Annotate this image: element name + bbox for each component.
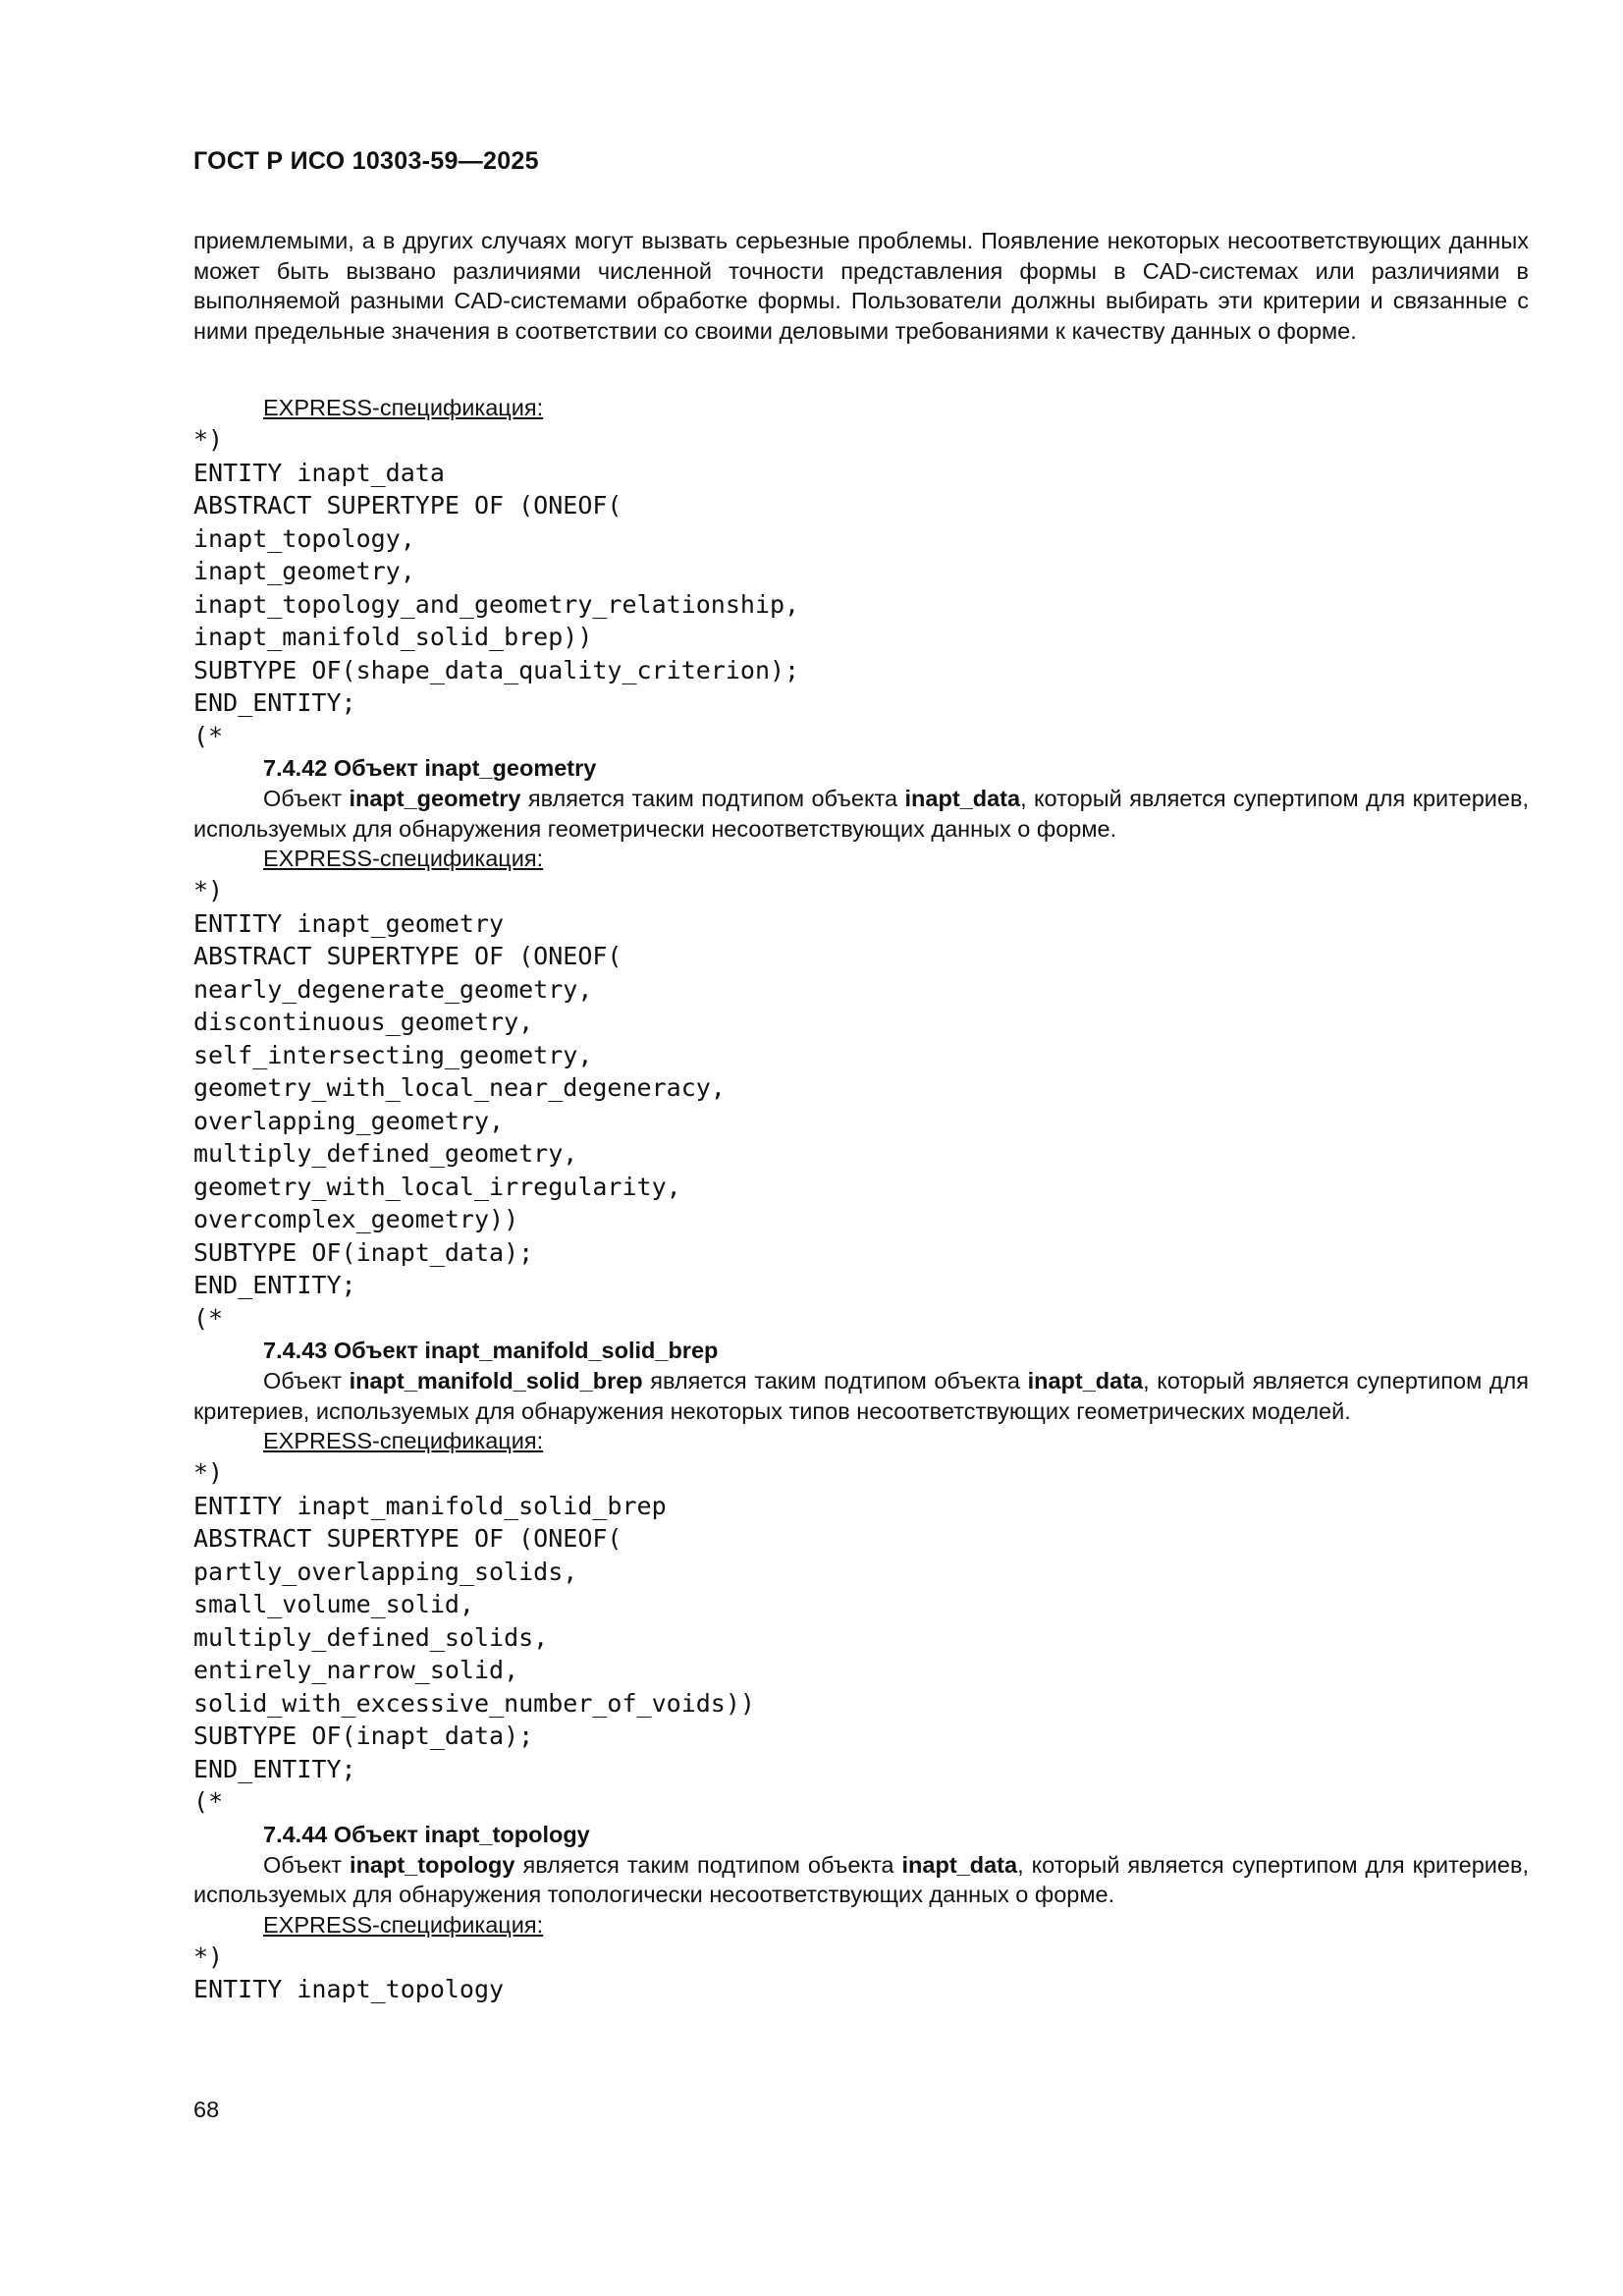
code-line: END_ENTITY;: [193, 688, 356, 717]
code-line: inapt_manifold_solid_brep)): [193, 623, 593, 651]
code-line: (*: [193, 1303, 224, 1333]
intro-paragraph: приемлемыми, а в других случаях могут вызвать серьезные проблемы. Появление некоторых несоответствующих данных может быть вызвано различиями численной точности представления формы в CAD-системах или различиями в выполняемой разными CAD-системами обработке формы. Пользователи должны выбирать эти критерии и связанные с ними предельные значения в соответствии со своими деловыми требованиями к качеству данных о форме.: [193, 228, 1529, 344]
express-spec-label: EXPRESS-спецификация:: [263, 395, 544, 420]
express-spec-label: EXPRESS-спецификация:: [263, 1911, 544, 1938]
code-line: inapt_topology,: [193, 523, 415, 553]
code-line: inapt_topology_and_geometry_relationship,: [193, 589, 800, 619]
section-heading: 7.4.44 Объект inapt_topology: [263, 1821, 590, 1847]
code-line: *): [193, 425, 224, 454]
code-line: END_ENTITY;: [193, 1754, 356, 1783]
code-line: entirely_narrow_solid,: [193, 1656, 519, 1684]
code-line: ENTITY inapt_topology: [193, 1975, 505, 2003]
code-line: ENTITY inapt_manifold_solid_brep: [193, 1491, 667, 1520]
code-line: geometry_with_local_irregularity,: [193, 1172, 681, 1201]
document-header: ГОСТ Р ИСО 10303-59—2025: [193, 147, 539, 175]
code-block: [193, 1941, 1529, 2006]
code-line: multiply_defined_geometry,: [193, 1139, 578, 1168]
code-block: [193, 874, 1529, 1335]
express-spec-label: EXPRESS-спецификация:: [263, 846, 544, 871]
code-line: nearly_degenerate_geometry,: [193, 974, 593, 1004]
code-line: SUBTYPE OF(inapt_data);: [193, 1237, 534, 1267]
code-block: [193, 423, 1529, 752]
code-line: (*: [193, 1787, 224, 1816]
page-number: 68: [193, 2097, 220, 2122]
section-heading: 7.4.43 Объект inapt_manifold_solid_brep: [263, 1338, 719, 1363]
code-line: SUBTYPE OF(inapt_data);: [193, 1722, 534, 1750]
code-line: *): [193, 1458, 224, 1487]
code-line: solid_with_excessive_number_of_voids)): [193, 1688, 755, 1718]
code-line: overlapping_geometry,: [193, 1106, 505, 1135]
code-line: ABSTRACT SUPERTYPE OF (ONEOF(: [193, 942, 622, 970]
code-line: geometry_with_local_near_degeneracy,: [193, 1073, 726, 1102]
code-line: *): [193, 1941, 224, 1971]
code-line: overcomplex_geometry)): [193, 1205, 519, 1233]
express-spec-label: EXPRESS-спецификация:: [263, 1428, 544, 1453]
code-line: small_volume_solid,: [193, 1590, 474, 1618]
code-line: partly_overlapping_solids,: [193, 1557, 578, 1586]
code-line: (*: [193, 721, 224, 750]
code-line: discontinuous_geometry,: [193, 1008, 534, 1036]
section-heading: 7.4.42 Объект inapt_geometry: [263, 755, 597, 781]
section-paragraph: Объект inapt_topology является таким подтипом объекта inapt_data, который является супертипом для критериев, используемых для обнаружения топологически несоответствующих данных о форме.: [193, 1851, 1529, 1907]
section-paragraph: Объект inapt_manifold_solid_brep является таким подтипом объекта inapt_data, который является супертипом для критериев, используемых для обнаружения некоторых типов несоответствующих геометрических моделей.: [193, 1368, 1529, 1424]
code-line: *): [193, 876, 224, 904]
code-line: ABSTRACT SUPERTYPE OF (ONEOF(: [193, 491, 622, 519]
section-paragraph: Объект inapt_geometry является таким подтипом объекта inapt_data, который является супертипом для критериев, используемых для обнаружения геометрически несоответствующих данных о форме.: [193, 786, 1529, 842]
code-line: self_intersecting_geometry,: [193, 1040, 593, 1069]
code-line: END_ENTITY;: [193, 1271, 356, 1299]
document-body: [193, 393, 1529, 2006]
code-line: ABSTRACT SUPERTYPE OF (ONEOF(: [193, 1524, 622, 1553]
code-line: multiply_defined_solids,: [193, 1622, 549, 1652]
code-line: ENTITY inapt_geometry: [193, 908, 505, 938]
code-line: SUBTYPE OF(shape_data_quality_criterion);: [193, 655, 800, 684]
code-block: [193, 1456, 1529, 1819]
code-line: ENTITY inapt_data: [193, 458, 445, 487]
code-line: inapt_geometry,: [193, 557, 415, 585]
